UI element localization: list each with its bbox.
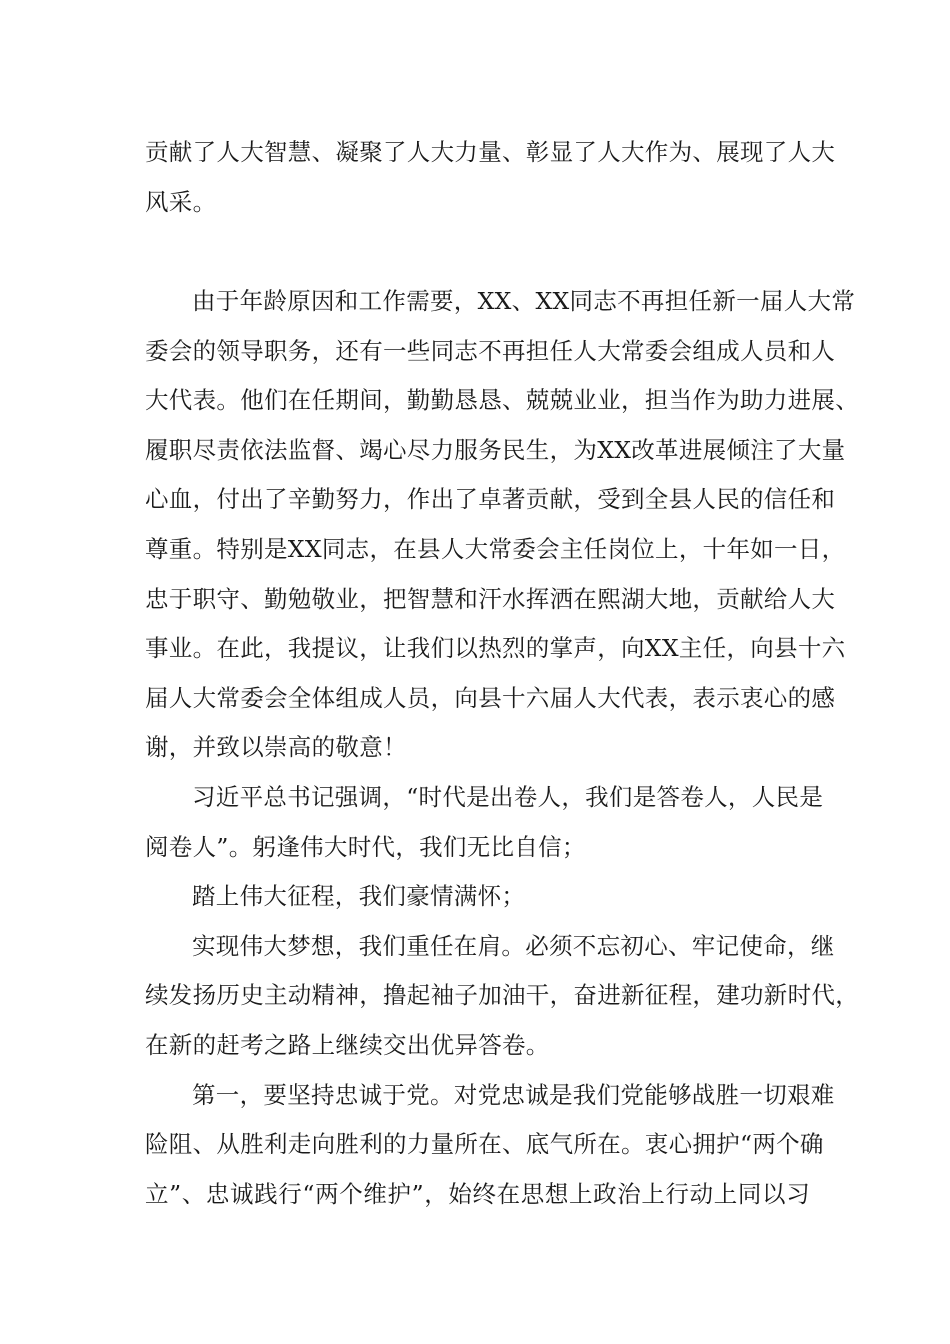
text-line: 谢，并致以崇高的敬意！ (145, 733, 407, 762)
paragraph-retirement-thanks (145, 277, 859, 773)
paragraph-dream (145, 922, 859, 1071)
text-line: 风采。 (145, 187, 217, 216)
text-line: 阅卷人”。躬逢伟大时代，我们无比自信； (145, 832, 586, 861)
text-line: 履职尽责依法监督、竭心尽力服务民生，为XX改革进展倾注了大量 (145, 435, 846, 464)
text-line: 事业。在此，我提议，让我们以热烈的掌声，向XX主任，向县十六 (145, 634, 846, 663)
paragraph-quote (145, 773, 824, 872)
text-line: 由于年龄原因和工作需要，XX、XX同志不再担任新一届人大常 (192, 287, 856, 315)
text-line: 在新的赶考之路上继续交出优异答卷。 (145, 1030, 550, 1059)
text-line: 实现伟大梦想，我们重任在肩。必须不忘初心、牢记使命，继 (192, 931, 835, 960)
text-line: 立”、忠诚践行“两个维护”，始终在思想上政治上行动上同以习 (145, 1179, 810, 1208)
text-line: 大代表。他们在任期间，勤勤恳恳、兢兢业业，担当作为助力进展、 (145, 386, 859, 415)
text-line: 贡献了人大智慧、凝聚了人大力量、彰显了人大作为、展现了人大 (145, 138, 836, 166)
paragraph-journey (145, 872, 810, 922)
text-line: 险阻、从胜利走向胜利的力量所在、底气所在。衷心拥护“两个确 (145, 1130, 824, 1159)
text-line: 续发扬历史主动精神，撸起袖子加油干，奋进新征程，建功新时代， (145, 981, 859, 1010)
text-line: 委会的领导职务，还有一些同志不再担任人大常委会组成人员和人 (145, 336, 836, 365)
text-line: 心血，付出了辛勤努力，作出了卓著贡献，受到全县人民的信任和 (145, 485, 836, 514)
text-line: 第一，要坚持忠诚于党。对党忠诚是我们党能够战胜一切艰难 (192, 1080, 835, 1109)
text-line: 尊重。特别是XX同志，在县人大常委会主任岗位上，十年如一日， (145, 534, 846, 563)
paragraph-loyalty (145, 1071, 835, 1220)
text-line: 忠于职守、勤勉敬业，把智慧和汗水挥洒在熙湖大地，贡献给人大 (145, 584, 836, 613)
paragraph-continuation (145, 128, 836, 227)
text-line: 习近平总书记强调，“时代是出卷人，我们是答卷人，人民是 (192, 782, 824, 811)
text-line: 届人大常委会全体组成人员，向县十六届人大代表，表示衷心的感 (145, 683, 836, 712)
document-body (145, 277, 859, 1219)
text-line: 踏上伟大征程，我们豪情满怀； (192, 882, 526, 911)
